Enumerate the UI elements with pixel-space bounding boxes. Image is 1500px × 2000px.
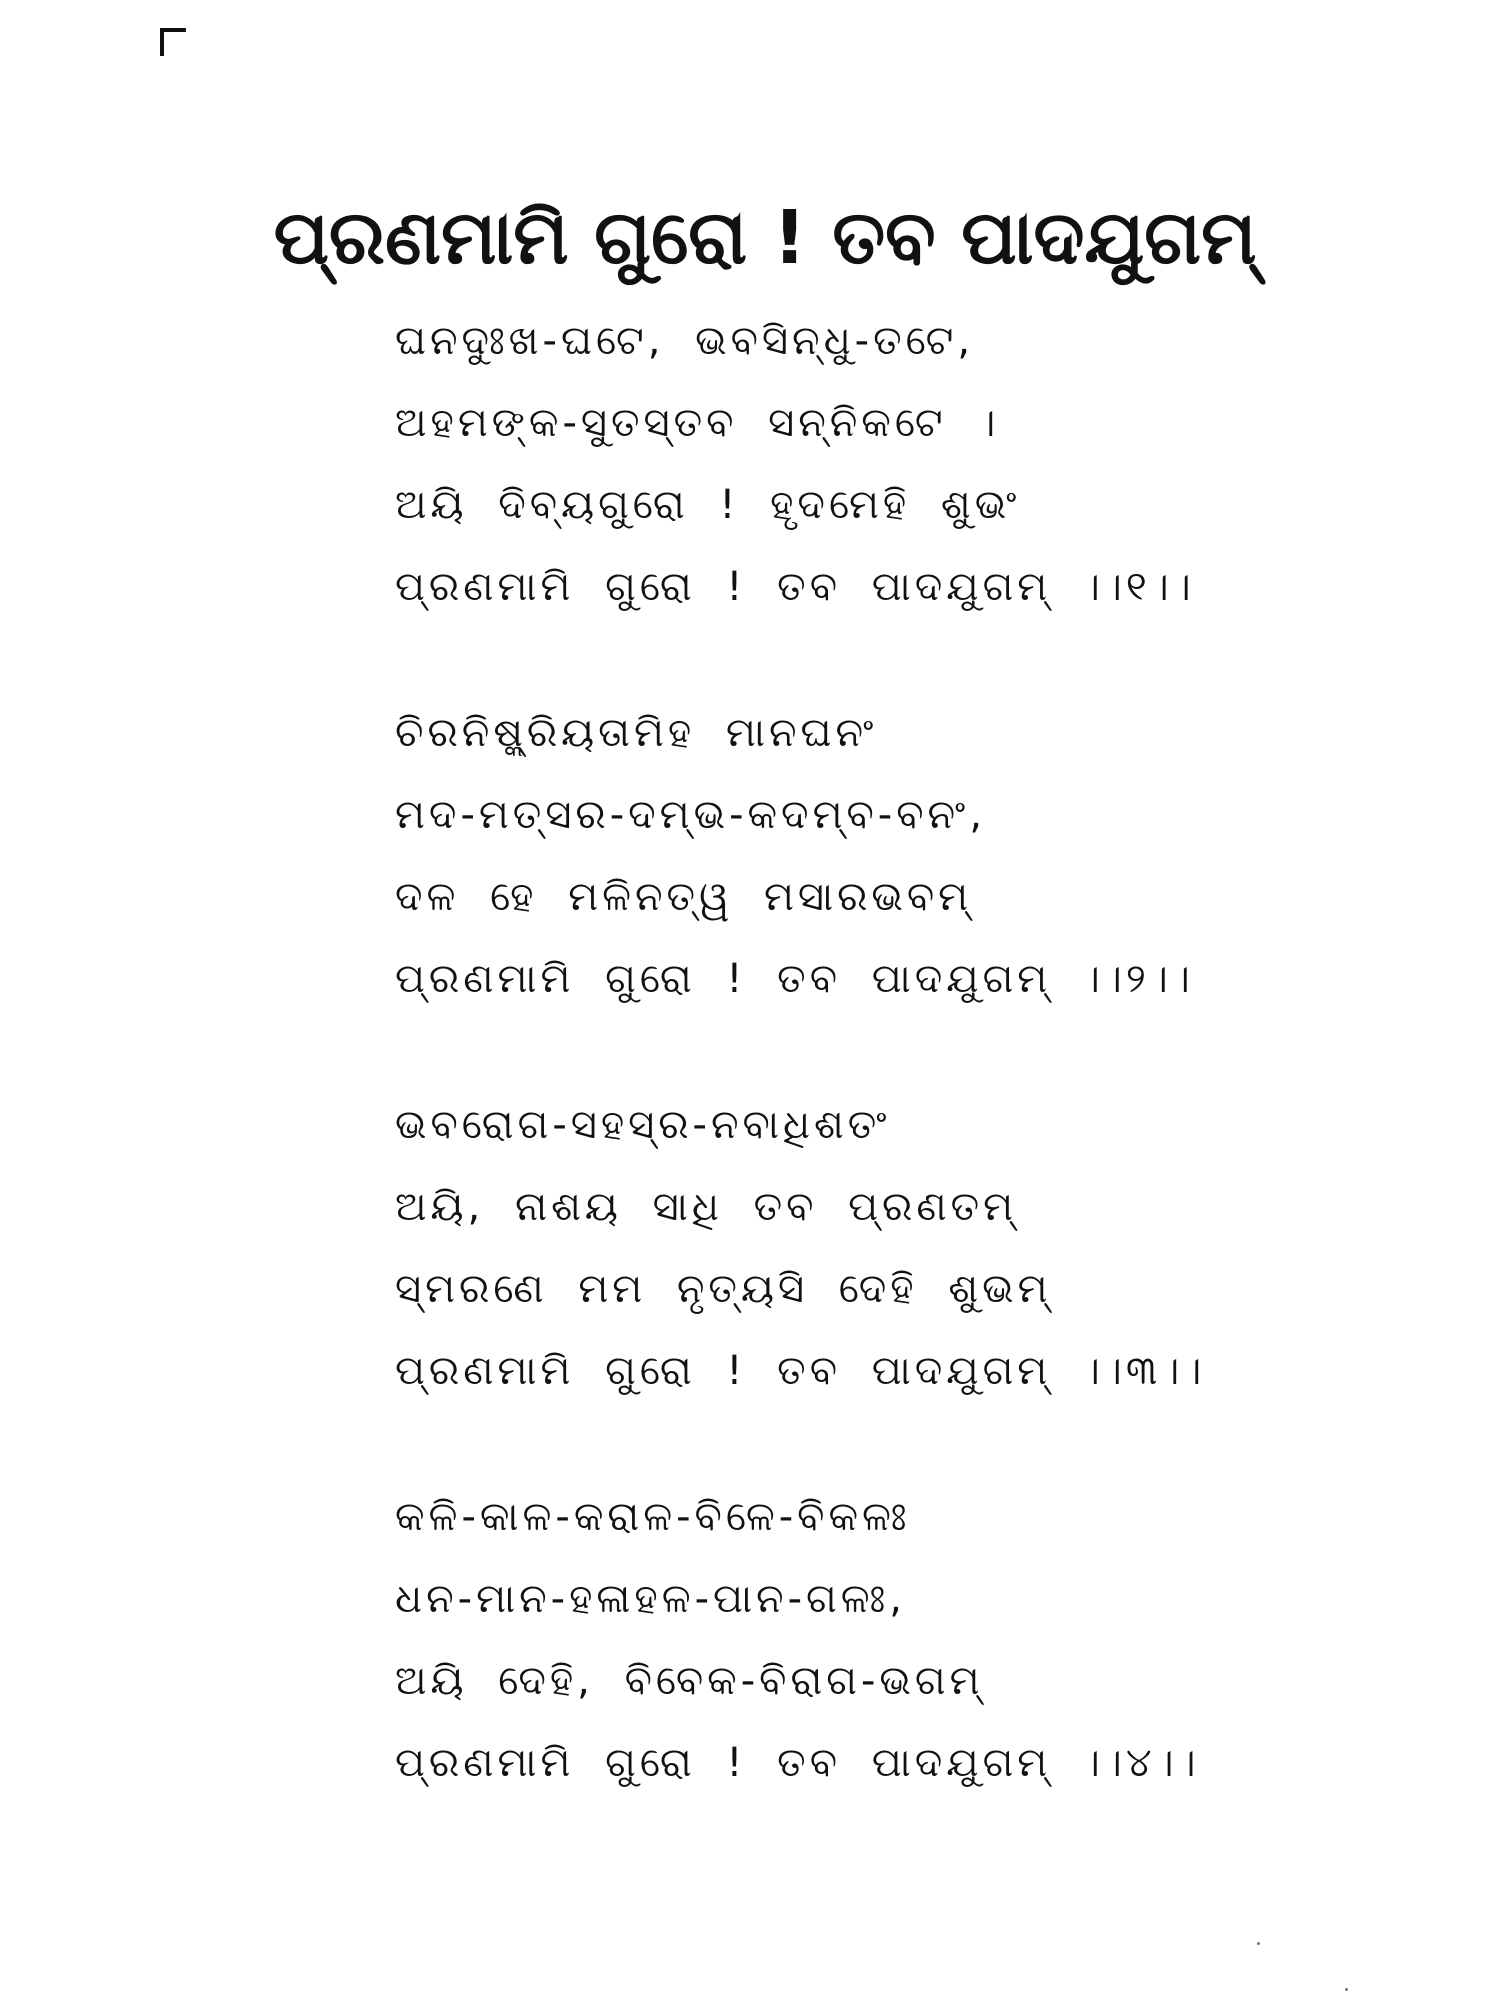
- verse-line: ଭବରୋଗ-ସହସ୍ର-ନବାଧିଶତଂ: [395, 1102, 891, 1148]
- verse-line: ଅୟି ଦେହି, ବିବେକ-ବିରାଗ-ଭଗମ୍: [395, 1658, 984, 1704]
- page-title: ପ୍ରଣମାମି ଗୁରୋ ! ତବ ପାଦଯୁଗମ୍: [273, 194, 1257, 281]
- verse-line: ଅହମଙ୍କ-ସୁତସ୍ତବ ସନ୍ନିକଟେ ।: [395, 400, 1000, 446]
- stanza-4: [395, 1476, 1395, 1804]
- refrain-line: ପ୍ରଣମାମି ଗୁରୋ ! ତବ ପାଦଯୁଗମ୍ ।।୪।।: [395, 1740, 1200, 1786]
- verse-line: ସ୍ମରଣେ ମମ ନୃତ୍ୟସି ଦେହି ଶୁଭମ୍: [395, 1266, 1052, 1312]
- stanza-3: [395, 1084, 1395, 1412]
- stanza-1: [395, 300, 1395, 628]
- verse-line: ମଦ-ମତ୍ସର-ଦମ୍ଭ-କଦମ୍ବ-ବନଂ,: [395, 792, 987, 838]
- verse-line: ଦଳ ହେ ମଳିନତ୍ୱ ମସାରଭବମ୍: [395, 874, 973, 920]
- page-corner-mark: [160, 28, 186, 56]
- verse-line: ଧନ-ମାନ-ହଳାହଳ-ପାନ-ଗଳଃ,: [395, 1576, 906, 1622]
- verse-line: ଅୟି ଦିବ୍ୟଗୁରୋ ! ହୃଦମେହି ଶୁଭଂ: [395, 482, 1021, 528]
- print-speck: [1345, 1988, 1348, 1991]
- poem: [395, 300, 1395, 1868]
- refrain-line: ପ୍ରଣମାମି ଗୁରୋ ! ତବ ପାଦଯୁଗମ୍ ।।୩।।: [395, 1348, 1206, 1394]
- stanza-2: [395, 692, 1395, 1020]
- refrain-line: ପ୍ରଣମାମି ଗୁରୋ ! ତବ ପାଦଯୁଗମ୍ ।।୧।।: [395, 564, 1195, 610]
- verse-line: ଘନଦୁଃଖ-ଘଟେ, ଭବସିନ୍ଧୁ-ତଟେ,: [395, 318, 975, 364]
- verse-line: ଅୟି, ନାଶୟ ସାଧି ତବ ପ୍ରଣତମ୍: [395, 1184, 1018, 1230]
- refrain-line: ପ୍ରଣମାମି ଗୁରୋ ! ତବ ପାଦଯୁଗମ୍ ।।୨।।: [395, 956, 1194, 1002]
- print-speck: [1257, 1942, 1260, 1945]
- verse-line: କଳି-କାଳ-କରାଳ-ବିଳେ-ବିକଳଃ: [395, 1494, 911, 1540]
- verse-line: ଚିରନିଷ୍କ୍ରିୟତାମିହ ମାନଘନଂ: [395, 710, 878, 756]
